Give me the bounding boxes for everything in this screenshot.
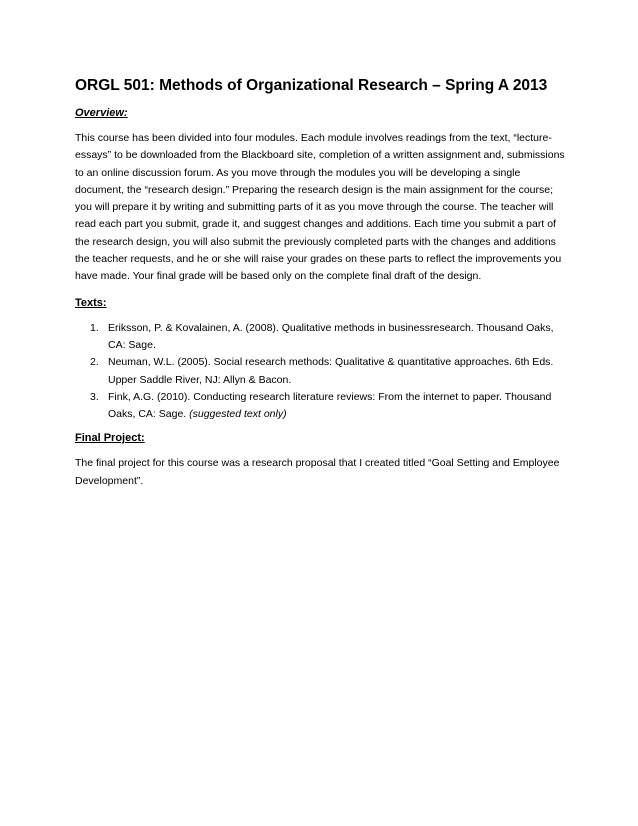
final-project-heading: Final Project: <box>75 432 145 445</box>
reference-text: Neuman, W.L. (2005). Social research methods: Qualitative & quantitative approaches. 6th Eds. Upper Saddle River, NJ: Allyn & Bacon. <box>108 356 554 386</box>
reference-text: Fink, A.G. (2010). Conducting research literature reviews: From the internet to paper. Thousand Oaks, CA: Sage. <box>108 390 552 421</box>
reference-note: (suggested text only) <box>189 408 287 421</box>
text-reference-1 <box>75 320 567 355</box>
reference-number: 3. <box>90 390 99 403</box>
document-page <box>75 76 567 500</box>
texts-list <box>75 320 567 424</box>
reference-number: 1. <box>90 321 99 334</box>
final-project-paragraph: The final project for this course was a research proposal that I created titled “Goal Setting and Employee Development”. <box>75 457 560 487</box>
document-title: ORGL 501: Methods of Organizational Research – Spring A 2013 <box>75 77 548 94</box>
overview-heading: Overview: <box>75 107 128 119</box>
overview-paragraph: This course has been divided into four modules. Each module involves readings from the text, “lecture-essays” to be downloaded from the Blackboard site, completion of a written assignment and, submissions to an online discussion forum. As you move through the modules you will be developing a single document, the “research design.” Preparing the research design is the main assignment for the course; you will prepare it by writing and submitting parts of it as you move through the course. The teacher will read each part you submit, grade it, and suggest changes and additions. Each time you submit a part of the research design, you will also submit the previously completed parts with the changes and additions the teacher requests, and he or she will raise your grades on these parts to reflect the improvements you have made. Your final grade will be based only on the complete final draft of the design. <box>75 132 565 283</box>
texts-heading: Texts: <box>75 296 107 309</box>
reference-text: Eriksson, P. & Kovalainen, A. (2008). Qualitative methods in businessresearch. Thousand Oaks, CA: Sage. <box>108 321 554 351</box>
reference-number: 2. <box>90 356 99 369</box>
text-reference-3 <box>75 389 567 424</box>
text-reference-2 <box>75 354 567 389</box>
